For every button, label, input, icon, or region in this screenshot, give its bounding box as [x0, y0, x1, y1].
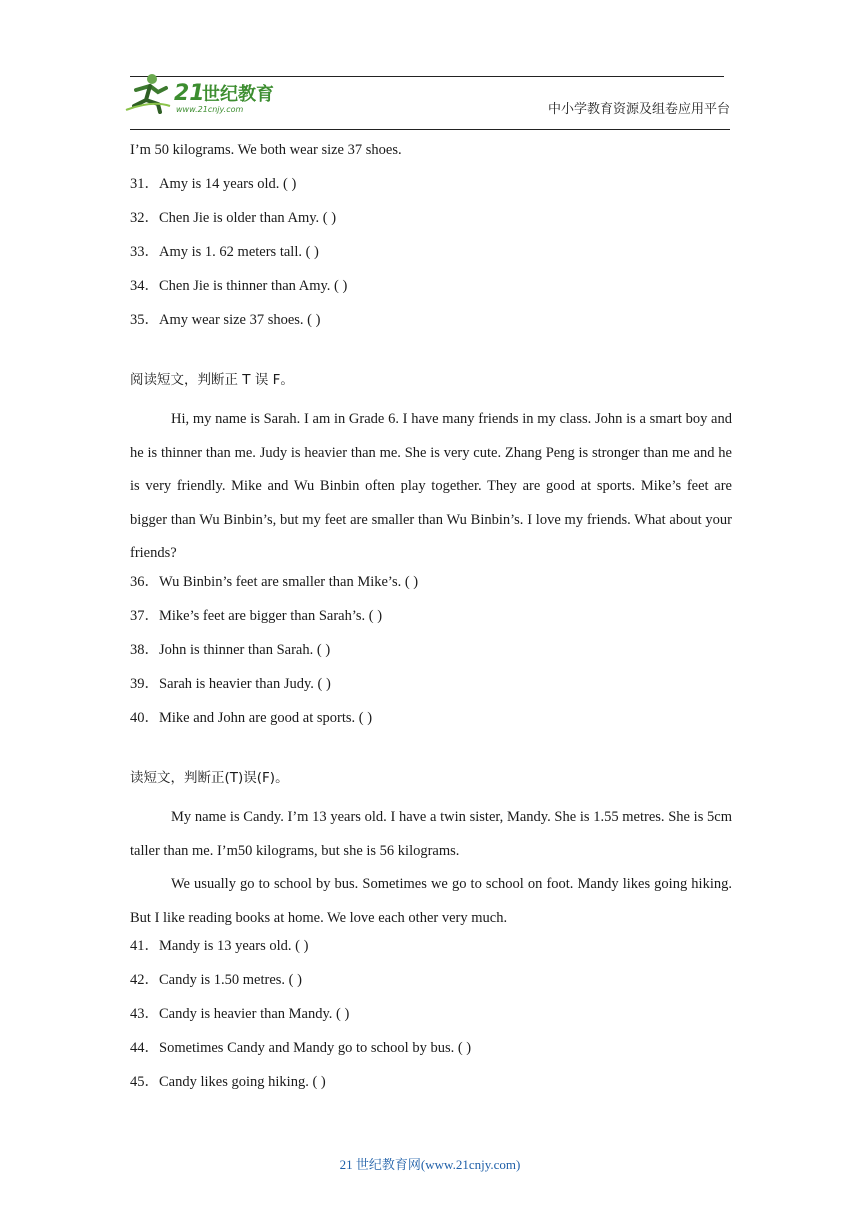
question-41: 41．Mandy is 13 years old. ( ): [130, 938, 309, 955]
question-45: 45．Candy likes going hiking. ( ): [130, 1074, 326, 1091]
section2-paragraph: Hi, my name is Sarah. I am in Grade 6. I have many friends in my class. John is a smart boy and he is thinner than me. Judy is heavier than me. She is very cute. Zhang Peng is stronger than me and he is very friendly. Mike and Wu Binbin often play together. They are good at sports. Mike’s feet are bigger than Wu Binbin’s, but my feet are smaller than Wu Binbin’s. I love my friends. What about your friends?: [130, 411, 732, 562]
question-31: 31．Amy is 14 years old. ( ): [130, 176, 297, 192]
question-32: 32．Chen Jie is older than Amy. ( ): [130, 210, 337, 226]
svg-text:21: 21: [174, 81, 205, 106]
runner-logo-icon: [122, 70, 292, 116]
question-37: 37．Mike’s feet are bigger than Sarah’s. ( ): [130, 607, 383, 624]
header-bottom-rule: [130, 129, 730, 130]
svg-text:www.21cnjy.com: www.21cnjy.com: [176, 105, 244, 114]
passage-tail: I’m 50 kilograms. We both wear size 37 shoes.: [130, 142, 402, 158]
question-36: 36．Wu Binbin’s feet are smaller than Mike’s. ( ): [130, 573, 419, 590]
site-logo[interactable]: [122, 70, 292, 116]
question-35: 35．Amy wear size 37 shoes. ( ): [130, 312, 321, 328]
question-42: 42．Candy is 1.50 metres. ( ): [130, 972, 302, 989]
footer-link[interactable]: 21 世纪教育网(www.21cnjy.com): [339, 1157, 521, 1172]
question-38: 38．John is thinner than Sarah. ( ): [130, 641, 331, 658]
section-gap: [130, 343, 732, 369]
section-gap: [130, 741, 732, 767]
question-39: 39．Sarah is heavier than Judy. ( ): [130, 675, 331, 692]
section3-heading: 读短文，判断正(T)误(F)。: [130, 769, 289, 786]
worksheet-content: [130, 139, 732, 1105]
platform-label: 中小学教育资源及组卷应用平台: [547, 102, 730, 117]
question-33: 33．Amy is 1. 62 meters tall. ( ): [130, 244, 319, 260]
question-34: 34．Chen Jie is thinner than Amy. ( ): [130, 278, 348, 294]
section2-heading: 阅读短文，判断正 T 误 F。: [130, 372, 294, 388]
section3-paragraph-1: My name is Candy. I’m 13 years old. I have a twin sister, Mandy. She is 1.55 metres. She is 5cm taller than me. I’m50 kilograms, but she is 56 kilograms.: [130, 808, 732, 859]
question-43: 43．Candy is heavier than Mandy. ( ): [130, 1006, 350, 1023]
question-40: 40．Mike and John are good at sports. ( ): [130, 709, 373, 726]
logo-text: 世纪教育: [202, 84, 274, 105]
section3-paragraph-2: We usually go to school by bus. Sometimes we go to school on foot. Mandy likes going hiking. But I like reading books at home. We love each other very much.: [130, 876, 732, 926]
question-44: 44．Sometimes Candy and Mandy go to school by bus. ( ): [130, 1040, 472, 1057]
